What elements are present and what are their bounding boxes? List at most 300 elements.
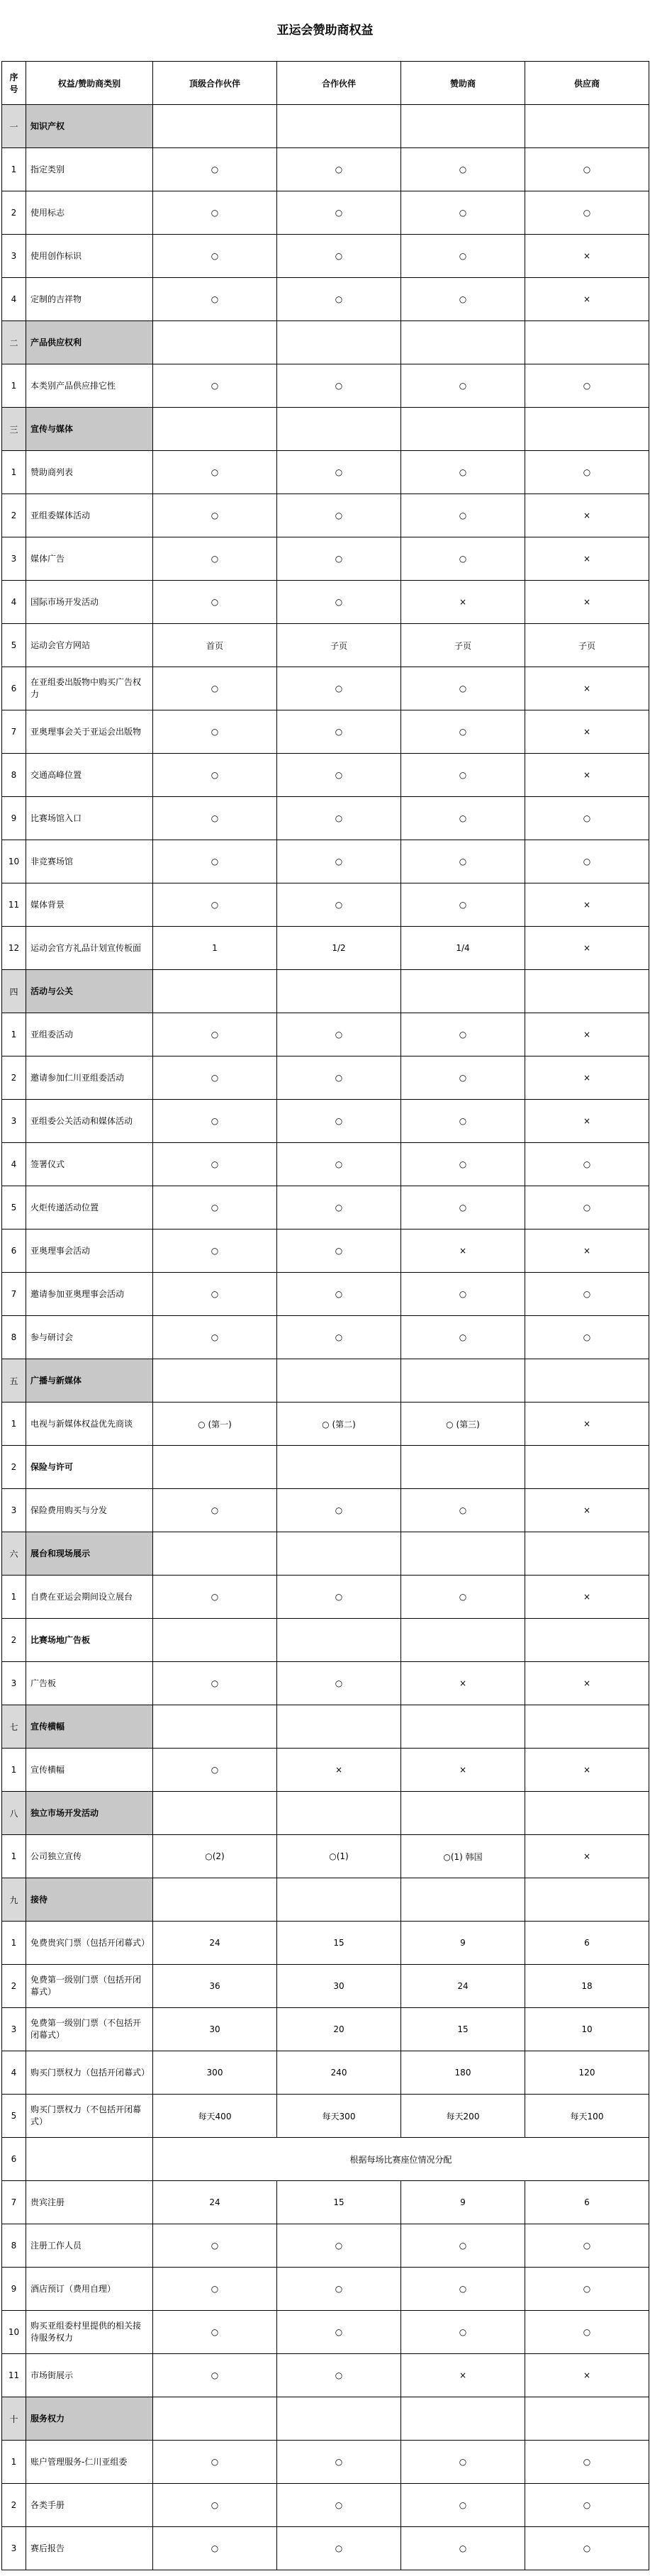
row-label: 指定类别 — [26, 148, 153, 191]
value-partner: ○ — [277, 2484, 401, 2527]
value-sponsor: ○ — [401, 1316, 525, 1359]
empty-cell — [525, 1878, 649, 1922]
value-supplier: × — [525, 1835, 649, 1878]
section-number: 六 — [2, 1532, 26, 1576]
empty-cell — [401, 1532, 525, 1576]
row-label: 宣传横幅 — [26, 1749, 153, 1792]
value-partner: ○ — [277, 537, 401, 581]
value-supplier: ○ — [525, 1186, 649, 1230]
value-sponsor: × — [401, 1749, 525, 1792]
row-number: 9 — [2, 2268, 26, 2311]
value-sponsor: ○ — [401, 883, 525, 927]
empty-cell — [525, 1532, 649, 1576]
table-row — [2, 235, 649, 278]
value-sponsor: × — [401, 2354, 525, 2397]
section-title: 独立市场开发活动 — [26, 1792, 153, 1835]
table-row — [2, 797, 649, 840]
value-supplier: ○ — [525, 2484, 649, 2527]
value-supplier: × — [525, 883, 649, 927]
table-row — [2, 1662, 649, 1705]
empty-cell — [153, 321, 277, 364]
empty-cell — [525, 1705, 649, 1749]
value-partner: ○ — [277, 235, 401, 278]
value-supplier: ○ — [525, 840, 649, 883]
row-label: 免费第一级别门票（不包括开闭幕式） — [26, 2008, 153, 2051]
empty-cell — [525, 970, 649, 1013]
row-number: 2 — [2, 1446, 26, 1489]
section-number: 二 — [2, 321, 26, 364]
row-number: 4 — [2, 581, 26, 624]
table-row — [2, 1749, 649, 1792]
section-row — [2, 1532, 649, 1576]
empty-cell — [525, 105, 649, 148]
row-label: 亚奥理事会活动 — [26, 1230, 153, 1273]
row-label: 使用标志 — [26, 191, 153, 235]
value-partner: 15 — [277, 1922, 401, 1965]
empty-cell — [153, 1878, 277, 1922]
value-supplier: × — [525, 754, 649, 797]
value-supplier: × — [525, 1013, 649, 1056]
value-top-partner: ○ — [153, 1100, 277, 1143]
section-row — [2, 408, 649, 451]
value-top-partner: ○ — [153, 1143, 277, 1186]
section-number: 四 — [2, 970, 26, 1013]
empty-cell — [153, 2397, 277, 2441]
row-number: 1 — [2, 1835, 26, 1878]
value-sponsor: 1/4 — [401, 927, 525, 970]
value-supplier: ○ — [525, 2527, 649, 2570]
value-supplier: ○ — [525, 451, 649, 494]
value-sponsor: × — [401, 1230, 525, 1273]
table-row — [2, 2095, 649, 2138]
empty-cell — [525, 1359, 649, 1403]
empty-cell — [401, 1359, 525, 1403]
empty-cell — [277, 970, 401, 1013]
row-label: 购买亚组委村里提供的相关接待服务权力 — [26, 2311, 153, 2354]
value-top-partner: ○ — [153, 1576, 277, 1619]
value-sponsor: ○ — [401, 1489, 525, 1532]
value-partner: 30 — [277, 1965, 401, 2008]
value-supplier: × — [525, 494, 649, 537]
row-label: 邀请参加亚奥理事会活动 — [26, 1273, 153, 1316]
empty-cell — [401, 2397, 525, 2441]
value-partner: ○ — [277, 364, 401, 408]
value-top-partner: 300 — [153, 2051, 277, 2095]
value-partner: ○ — [277, 1013, 401, 1056]
value-sponsor: ○ (第三) — [401, 1403, 525, 1446]
value-top-partner: ○ — [153, 494, 277, 537]
value-sponsor: ○ — [401, 1100, 525, 1143]
value-top-partner: ○ — [153, 2441, 277, 2484]
table-row — [2, 1186, 649, 1230]
row-label: 酒店预订（费用自理） — [26, 2268, 153, 2311]
value-sponsor: ○ — [401, 2527, 525, 2570]
row-number: 3 — [2, 1100, 26, 1143]
value-top-partner: ○ — [153, 2484, 277, 2527]
table-row — [2, 148, 649, 191]
value-sponsor: 子页 — [401, 624, 525, 667]
value-supplier: ○ — [525, 191, 649, 235]
row-number: 10 — [2, 2311, 26, 2354]
empty-cell — [153, 408, 277, 451]
row-number: 10 — [2, 840, 26, 883]
value-supplier: 120 — [525, 2051, 649, 2095]
value-partner: ○ — [277, 710, 401, 754]
row-label: 保险费用购买与分发 — [26, 1489, 153, 1532]
value-top-partner: 24 — [153, 1922, 277, 1965]
row-number: 3 — [2, 2527, 26, 2570]
value-partner: ○ — [277, 1316, 401, 1359]
value-partner: ○ — [277, 1186, 401, 1230]
value-partner: ○ — [277, 2311, 401, 2354]
section-row — [2, 321, 649, 364]
value-sponsor: ○ — [401, 191, 525, 235]
value-sponsor: ○ — [401, 797, 525, 840]
value-supplier: 每天100 — [525, 2095, 649, 2138]
row-number: 5 — [2, 1186, 26, 1230]
value-top-partner: 24 — [153, 2181, 277, 2224]
value-top-partner: ○ — [153, 2527, 277, 2570]
table-row — [2, 2008, 649, 2051]
value-sponsor: ○ — [401, 2224, 525, 2268]
value-partner: 每天300 — [277, 2095, 401, 2138]
value-top-partner: ○ — [153, 1273, 277, 1316]
value-sponsor: ○ — [401, 1576, 525, 1619]
empty-cell — [525, 408, 649, 451]
value-top-partner — [153, 1446, 277, 1489]
value-top-partner: ○ — [153, 1489, 277, 1532]
value-supplier: ○ — [525, 2441, 649, 2484]
value-partner: 子页 — [277, 624, 401, 667]
value-top-partner: ○ — [153, 883, 277, 927]
value-top-partner: ○ — [153, 2311, 277, 2354]
value-supplier: × — [525, 2354, 649, 2397]
row-number: 7 — [2, 2181, 26, 2224]
value-supplier: × — [525, 927, 649, 970]
value-partner: 20 — [277, 2008, 401, 2051]
table-row — [2, 2441, 649, 2484]
section-row — [2, 2397, 649, 2441]
row-label: 本类别产品供应排它性 — [26, 364, 153, 408]
row-number: 5 — [2, 624, 26, 667]
section-number: 三 — [2, 408, 26, 451]
value-sponsor: 9 — [401, 1922, 525, 1965]
row-label: 赞助商列表 — [26, 451, 153, 494]
row-label: 媒体广告 — [26, 537, 153, 581]
value-sponsor: × — [401, 1662, 525, 1705]
value-sponsor: ○ — [401, 451, 525, 494]
value-partner: ○(1) — [277, 1835, 401, 1878]
row-label: 非竞赛场馆 — [26, 840, 153, 883]
header-tier-top-partner: 顶级合作伙伴 — [153, 62, 277, 105]
section-row — [2, 1878, 649, 1922]
row-label: 国际市场开发活动 — [26, 581, 153, 624]
empty-cell — [401, 105, 525, 148]
value-top-partner: 首页 — [153, 624, 277, 667]
table-row — [2, 2484, 649, 2527]
value-partner: ○ — [277, 451, 401, 494]
table-row — [2, 2311, 649, 2354]
value-sponsor: ○ — [401, 2311, 525, 2354]
row-label: 亚奥理事会关于亚运会出版物 — [26, 710, 153, 754]
value-sponsor: ○ — [401, 667, 525, 710]
value-sponsor — [401, 1619, 525, 1662]
row-number: 1 — [2, 1922, 26, 1965]
row-number: 7 — [2, 710, 26, 754]
empty-cell — [153, 1705, 277, 1749]
row-number: 2 — [2, 1056, 26, 1100]
row-label — [26, 2138, 153, 2181]
value-supplier: × — [525, 278, 649, 321]
empty-cell — [277, 1792, 401, 1835]
row-label: 火炬传递活动位置 — [26, 1186, 153, 1230]
row-number: 3 — [2, 1662, 26, 1705]
value-top-partner: ○ — [153, 1749, 277, 1792]
section-title: 宣传横幅 — [26, 1705, 153, 1749]
table-row — [2, 1100, 649, 1143]
table-row — [2, 2138, 649, 2181]
value-supplier: ○ — [525, 2268, 649, 2311]
row-label: 交通高峰位置 — [26, 754, 153, 797]
section-row — [2, 1792, 649, 1835]
value-top-partner: ○(2) — [153, 1835, 277, 1878]
row-number: 2 — [2, 2484, 26, 2527]
value-sponsor — [401, 1446, 525, 1489]
table-row — [2, 2527, 649, 2570]
table-row — [2, 1965, 649, 2008]
value-top-partner: ○ (第一) — [153, 1403, 277, 1446]
header-tier-supplier: 供应商 — [525, 62, 649, 105]
empty-cell — [401, 408, 525, 451]
value-partner: ○ — [277, 754, 401, 797]
value-partner: ○ — [277, 1273, 401, 1316]
value-top-partner: ○ — [153, 2354, 277, 2397]
empty-cell — [525, 321, 649, 364]
row-label: 运动会官方礼品计划宣传板面 — [26, 927, 153, 970]
value-sponsor: ○ — [401, 1186, 525, 1230]
value-top-partner: ○ — [153, 1056, 277, 1100]
value-top-partner: 30 — [153, 2008, 277, 2051]
value-partner — [277, 1619, 401, 1662]
value-sponsor: ○ — [401, 537, 525, 581]
value-supplier — [525, 1619, 649, 1662]
table-row — [2, 710, 649, 754]
value-partner — [277, 1446, 401, 1489]
table-row — [2, 883, 649, 927]
table-row — [2, 1273, 649, 1316]
value-supplier: × — [525, 1230, 649, 1273]
row-label: 公司独立宣传 — [26, 1835, 153, 1878]
value-supplier: ○ — [525, 2224, 649, 2268]
row-number: 8 — [2, 754, 26, 797]
value-top-partner: ○ — [153, 710, 277, 754]
empty-cell — [401, 1705, 525, 1749]
row-number: 11 — [2, 883, 26, 927]
row-label: 市场街展示 — [26, 2354, 153, 2397]
row-number: 4 — [2, 2051, 26, 2095]
row-label: 比赛场馆入口 — [26, 797, 153, 840]
value-supplier: × — [525, 1662, 649, 1705]
empty-cell — [277, 105, 401, 148]
row-number: 3 — [2, 235, 26, 278]
row-label: 媒体背景 — [26, 883, 153, 927]
empty-cell — [401, 1878, 525, 1922]
row-number: 1 — [2, 364, 26, 408]
section-row — [2, 970, 649, 1013]
empty-cell — [277, 1359, 401, 1403]
value-sponsor: 15 — [401, 2008, 525, 2051]
value-top-partner: ○ — [153, 1662, 277, 1705]
table-row — [2, 927, 649, 970]
section-title: 服务权力 — [26, 2397, 153, 2441]
row-label: 账户管理服务-仁川亚组委 — [26, 2441, 153, 2484]
row-label: 电视与新媒体权益优先商谈 — [26, 1403, 153, 1446]
row-number: 1 — [2, 1013, 26, 1056]
row-label: 购买门票权力（包括开闭幕式） — [26, 2051, 153, 2095]
value-top-partner: 1 — [153, 927, 277, 970]
table-row — [2, 1489, 649, 1532]
table-row — [2, 1013, 649, 1056]
value-sponsor: × — [401, 581, 525, 624]
row-label: 运动会官方网站 — [26, 624, 153, 667]
value-supplier: ○ — [525, 1273, 649, 1316]
value-supplier: 6 — [525, 2181, 649, 2224]
row-number: 3 — [2, 537, 26, 581]
row-label: 免费第一级别门票（包括开闭幕式） — [26, 1965, 153, 2008]
section-title: 活动与公关 — [26, 970, 153, 1013]
row-number: 2 — [2, 1965, 26, 2008]
section-number: 八 — [2, 1792, 26, 1835]
header-tier-partner: 合作伙伴 — [277, 62, 401, 105]
empty-cell — [401, 1792, 525, 1835]
value-sponsor: ○ — [401, 710, 525, 754]
section-title: 知识产权 — [26, 105, 153, 148]
row-label: 参与研讨会 — [26, 1316, 153, 1359]
value-supplier: × — [525, 1489, 649, 1532]
value-partner: ○ — [277, 2441, 401, 2484]
value-sponsor: 180 — [401, 2051, 525, 2095]
value-sponsor: ○ — [401, 2268, 525, 2311]
value-top-partner: ○ — [153, 451, 277, 494]
value-partner: ○ — [277, 667, 401, 710]
empty-cell — [277, 408, 401, 451]
table-row — [2, 2051, 649, 2095]
value-partner: ○ — [277, 797, 401, 840]
sponsor-rights-table — [1, 61, 649, 2570]
table-row — [2, 1835, 649, 1878]
header-no: 序号 — [2, 62, 26, 105]
section-number: 十 — [2, 2397, 26, 2441]
row-label: 保险与许可 — [26, 1446, 153, 1489]
value-top-partner — [153, 1619, 277, 1662]
value-top-partner: ○ — [153, 537, 277, 581]
value-sponsor: ○ — [401, 754, 525, 797]
table-row — [2, 451, 649, 494]
value-partner: 240 — [277, 2051, 401, 2095]
value-supplier: × — [525, 537, 649, 581]
empty-cell — [277, 1878, 401, 1922]
row-label: 免费贵宾门票（包括开闭幕式） — [26, 1922, 153, 1965]
table-row — [2, 1576, 649, 1619]
value-top-partner: ○ — [153, 840, 277, 883]
empty-cell — [277, 321, 401, 364]
value-top-partner: ○ — [153, 797, 277, 840]
table-row — [2, 278, 649, 321]
value-supplier: 18 — [525, 1965, 649, 2008]
value-top-partner: ○ — [153, 1316, 277, 1359]
table-row — [2, 191, 649, 235]
value-partner: ○ — [277, 840, 401, 883]
value-supplier — [525, 1446, 649, 1489]
table-row — [2, 754, 649, 797]
value-top-partner: 每天400 — [153, 2095, 277, 2138]
row-label: 比赛场地广告板 — [26, 1619, 153, 1662]
table-row — [2, 840, 649, 883]
value-top-partner: ○ — [153, 364, 277, 408]
empty-cell — [153, 105, 277, 148]
table-row — [2, 2181, 649, 2224]
empty-cell — [277, 1705, 401, 1749]
table-row — [2, 1230, 649, 1273]
table-row — [2, 667, 649, 710]
row-label: 签署仪式 — [26, 1143, 153, 1186]
section-row — [2, 1705, 649, 1749]
row-number: 3 — [2, 2008, 26, 2051]
value-supplier: 6 — [525, 1922, 649, 1965]
value-partner: ○ — [277, 1143, 401, 1186]
row-number: 4 — [2, 1143, 26, 1186]
section-row — [2, 105, 649, 148]
empty-cell — [401, 970, 525, 1013]
value-partner: ○ — [277, 1489, 401, 1532]
row-number: 6 — [2, 667, 26, 710]
value-sponsor: ○ — [401, 148, 525, 191]
row-number: 8 — [2, 1316, 26, 1359]
value-partner: ○ — [277, 1576, 401, 1619]
empty-cell — [153, 1792, 277, 1835]
table-row — [2, 494, 649, 537]
value-partner: ○ — [277, 278, 401, 321]
value-supplier: ○ — [525, 1143, 649, 1186]
row-label: 广告板 — [26, 1662, 153, 1705]
row-label: 赛后报告 — [26, 2527, 153, 2570]
empty-cell — [277, 2397, 401, 2441]
row-label: 在亚组委出版物中购买广告权力 — [26, 667, 153, 710]
value-sponsor: ○ — [401, 2441, 525, 2484]
section-number: 七 — [2, 1705, 26, 1749]
value-top-partner: ○ — [153, 1230, 277, 1273]
row-number: 1 — [2, 1749, 26, 1792]
empty-cell — [525, 2397, 649, 2441]
value-sponsor: ○ — [401, 364, 525, 408]
value-partner: ○ — [277, 2224, 401, 2268]
row-number: 2 — [2, 1619, 26, 1662]
value-partner: ○ — [277, 883, 401, 927]
value-partner: ○ — [277, 191, 401, 235]
row-number: 12 — [2, 927, 26, 970]
table-row — [2, 1922, 649, 1965]
section-title: 接待 — [26, 1878, 153, 1922]
section-title: 宣传与媒体 — [26, 408, 153, 451]
value-partner: ○ — [277, 1056, 401, 1100]
empty-cell — [277, 1532, 401, 1576]
value-supplier: × — [525, 1403, 649, 1446]
value-sponsor: 每天200 — [401, 2095, 525, 2138]
row-label: 贵宾注册 — [26, 2181, 153, 2224]
value-supplier: × — [525, 235, 649, 278]
value-partner: × — [277, 1749, 401, 1792]
value-partner: ○ (第二) — [277, 1403, 401, 1446]
